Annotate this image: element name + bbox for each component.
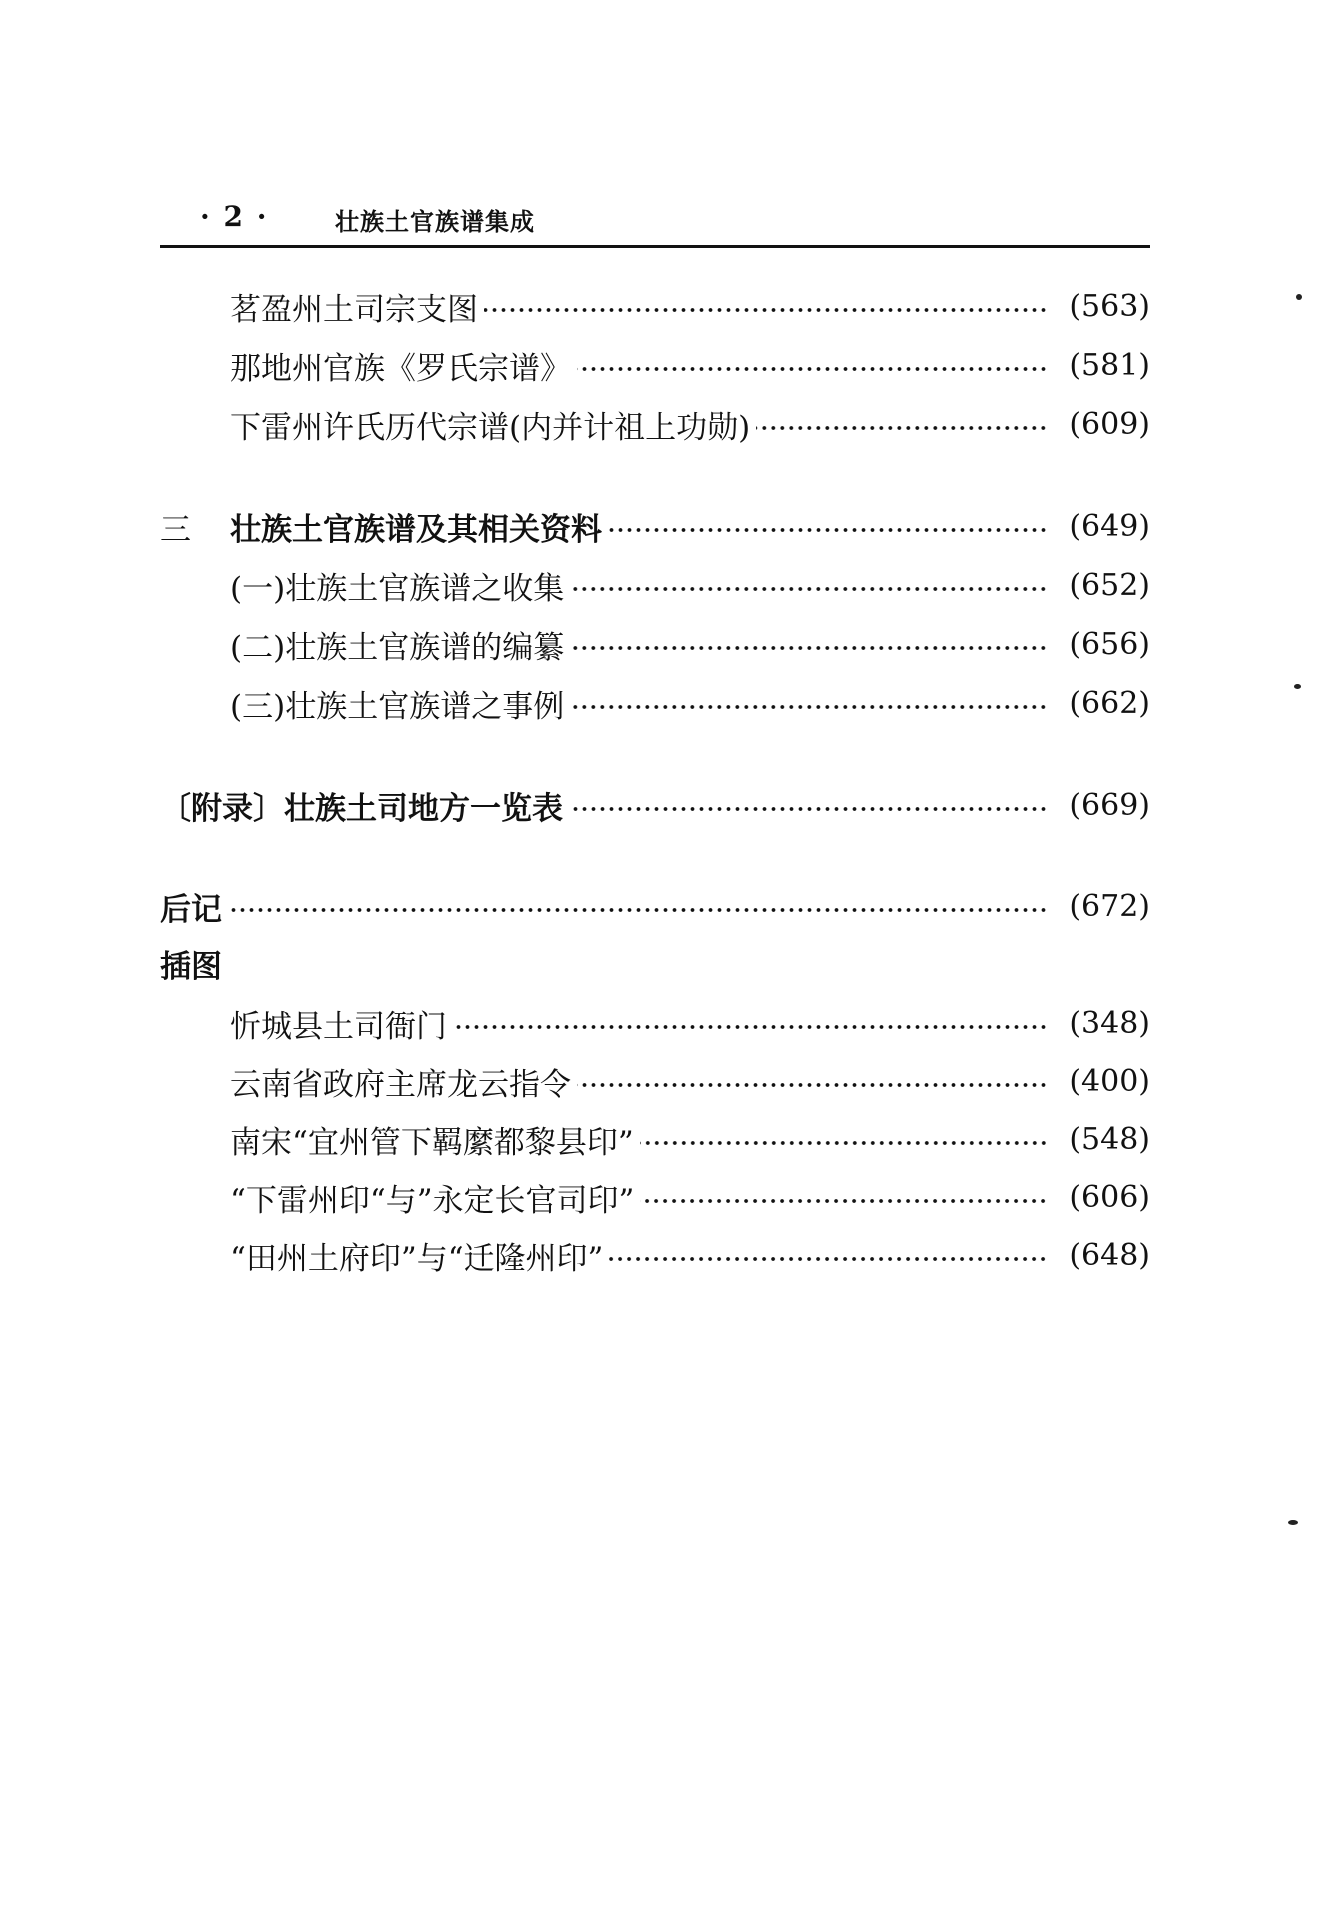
toc-entry-title: (二)壮族土官族谱的编纂 <box>230 629 565 666</box>
section-marker: 三 <box>160 511 191 548</box>
dot-leader <box>577 366 1048 372</box>
toc-entry[interactable] <box>160 1057 1150 1105</box>
dot-leader <box>609 1256 1048 1262</box>
toc-entry-page: (662) <box>1069 685 1150 721</box>
toc-entry[interactable] <box>160 282 1150 330</box>
toc-entry[interactable] <box>160 1115 1150 1163</box>
toc-entry-title: 〔附录〕壮族土司地方一览表 <box>160 790 563 827</box>
toc-entry-page: (669) <box>1069 787 1150 823</box>
toc-entry-page: (672) <box>1069 888 1150 924</box>
scan-speck <box>1294 684 1301 689</box>
dot-leader <box>569 806 1048 812</box>
toc-entry-title: (一)壮族土官族谱之收集 <box>230 570 565 607</box>
toc-entry-title: 忻城县土司衙门 <box>230 1008 447 1045</box>
toc-entry-title: “下雷州印“与”永定长官司印” <box>230 1182 635 1219</box>
toc-entry[interactable] <box>160 400 1150 448</box>
dot-leader <box>640 1140 1048 1146</box>
illustrations-heading: 插图 <box>160 949 222 985</box>
toc-entry[interactable] <box>160 999 1150 1047</box>
toc-entry[interactable] <box>160 679 1150 727</box>
toc-entry[interactable] <box>160 1231 1150 1279</box>
book-title: 壮族土官族谱集成 <box>335 207 535 236</box>
toc-afterword-entry[interactable] <box>160 882 1150 930</box>
dot-leader <box>570 645 1048 651</box>
toc-entry-title: 后记 <box>160 891 222 928</box>
toc-entry-page: (348) <box>1069 1005 1150 1041</box>
toc-entry-title: 下雷州许氏历代宗谱(内并计祖上功勋) <box>230 409 751 446</box>
scan-speck <box>1296 294 1302 300</box>
dot-leader <box>756 425 1048 431</box>
dot-leader <box>640 1198 1048 1204</box>
dot-leader <box>608 527 1048 533</box>
toc-entry-page: (606) <box>1069 1179 1150 1215</box>
toc-entry[interactable] <box>160 561 1150 609</box>
toc-entry-title: 壮族土官族谱及其相关资料 <box>230 511 602 548</box>
toc-entry-title: 南宋“宜州管下羁縻都黎县印” <box>230 1124 634 1161</box>
toc-entry-page: (649) <box>1069 508 1150 544</box>
toc-entry-page: (652) <box>1069 567 1150 603</box>
toc-entry-title: 茗盈州土司宗支图 <box>230 291 478 328</box>
page-number: · 2 · <box>200 200 269 233</box>
toc-entry-title: (三)壮族土官族谱之事例 <box>230 688 565 725</box>
toc-entry-page: (400) <box>1069 1063 1150 1099</box>
toc-entry-page: (563) <box>1069 288 1150 324</box>
dot-leader <box>570 586 1048 592</box>
toc-entry-title: “田州土府印”与“迁隆州印” <box>230 1240 604 1277</box>
dot-leader <box>577 1082 1048 1088</box>
toc-entry-title: 那地州官族《罗氏宗谱》 <box>230 350 571 387</box>
running-header <box>160 196 1150 246</box>
toc-entry-page: (581) <box>1069 347 1150 383</box>
toc-entry[interactable] <box>160 620 1150 668</box>
toc-appendix-entry[interactable] <box>160 781 1150 829</box>
dot-leader <box>570 704 1048 710</box>
toc-entry-page: (609) <box>1069 406 1150 442</box>
toc-entry[interactable] <box>160 1173 1150 1221</box>
toc-entry-title: 云南省政府主席龙云指令 <box>230 1066 571 1103</box>
toc-entry-page: (648) <box>1069 1237 1150 1273</box>
dot-leader <box>228 907 1048 913</box>
toc-entry-page: (548) <box>1069 1121 1150 1157</box>
scan-speck <box>1288 1520 1298 1525</box>
dot-leader <box>453 1024 1048 1030</box>
toc-entry[interactable] <box>160 341 1150 389</box>
header-rule <box>160 245 1150 248</box>
toc-section-entry[interactable] <box>160 502 1150 550</box>
dot-leader <box>484 307 1048 313</box>
toc-entry-page: (656) <box>1069 626 1150 662</box>
